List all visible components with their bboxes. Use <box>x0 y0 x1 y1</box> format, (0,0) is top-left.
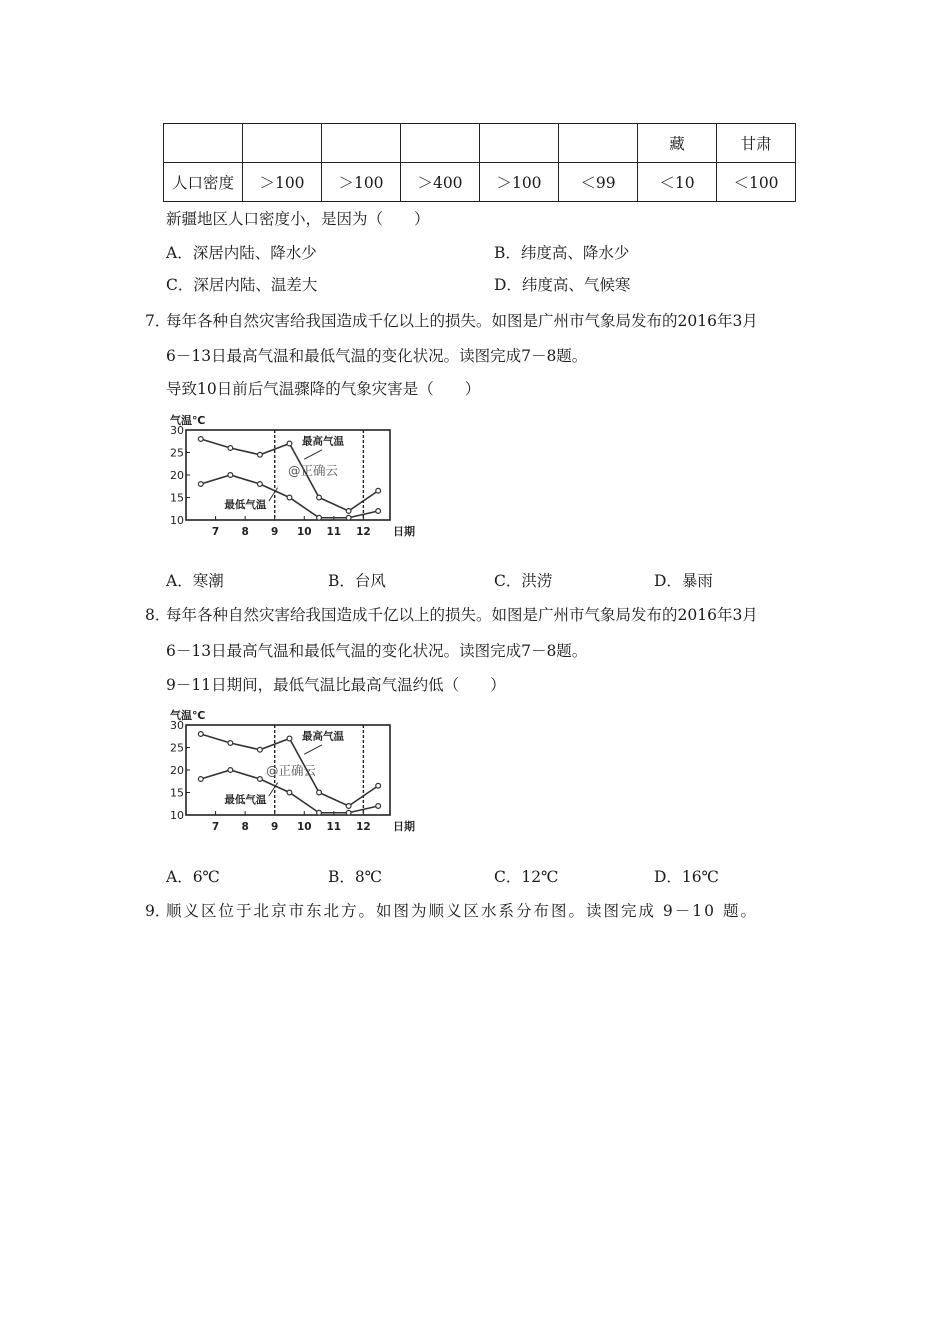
y-tick-label: 30 <box>170 719 184 732</box>
option-d: D．纬度高、气候寒 <box>494 276 631 294</box>
y-tick-label: 30 <box>170 424 184 437</box>
question-8-intro-2: 6－13日最高气温和最低气温的变化状况。读图完成7－8题。 <box>166 642 588 660</box>
data-point <box>258 482 263 487</box>
data-point <box>198 732 203 737</box>
data-point <box>317 810 322 815</box>
table-cell: 人口密度 <box>164 163 243 202</box>
table-cell <box>322 124 401 163</box>
data-point <box>376 509 381 514</box>
data-point <box>258 777 263 782</box>
data-point <box>317 495 322 500</box>
x-tick-label: 12 <box>356 821 371 833</box>
label-leader <box>304 450 322 459</box>
series-label: 最高气温 <box>302 435 344 448</box>
data-point <box>287 441 292 446</box>
option-b: B．纬度高、降水少 <box>494 244 630 262</box>
option-d: D．暴雨 <box>654 572 713 590</box>
table-cell: ＞100 <box>322 163 401 202</box>
data-point <box>346 515 351 520</box>
table-cell: ＞400 <box>401 163 480 202</box>
data-point <box>287 736 292 741</box>
option-a: A．6℃ <box>166 868 220 886</box>
x-tick-label: 10 <box>296 821 312 833</box>
table-cell <box>164 124 243 163</box>
question-6-stem: 新疆地区人口密度小，是因为（ ） <box>166 210 430 228</box>
x-axis-label: 日期 <box>393 820 415 833</box>
table-header-row <box>164 124 796 163</box>
data-point <box>376 488 381 493</box>
data-point <box>228 768 233 773</box>
option-d: D．16℃ <box>654 868 719 886</box>
question-7-stem: 导致10日前后气温骤降的气象灾害是（ ） <box>166 380 481 398</box>
x-tick-label: 8 <box>241 526 249 538</box>
series-label: 最低气温 <box>224 498 267 511</box>
data-point <box>376 804 381 809</box>
x-tick-label: 7 <box>211 526 220 538</box>
data-point <box>287 790 292 795</box>
option-a: A．寒潮 <box>166 572 224 590</box>
table-cell <box>480 124 559 163</box>
option-b: B．台风 <box>328 572 386 590</box>
table-cell <box>559 124 638 163</box>
chart-svg <box>166 410 415 545</box>
question-9-text: 顺义区位于北京市东北方。如图为顺义区水系分布图。读图完成 9－10 题。 <box>166 902 758 920</box>
label-leader <box>304 745 322 754</box>
y-tick-label: 20 <box>170 764 184 777</box>
x-tick-label: 8 <box>241 821 249 833</box>
x-tick-label: 7 <box>211 821 220 833</box>
data-point <box>228 741 233 746</box>
data-point <box>198 437 203 442</box>
option-c: C．洪涝 <box>494 572 553 590</box>
x-tick-label: 11 <box>326 526 342 538</box>
chart-svg <box>166 705 415 840</box>
table-row <box>164 163 796 202</box>
data-point <box>317 790 322 795</box>
y-tick-label: 10 <box>170 514 184 527</box>
question-7-intro-2: 6－13日最高气温和最低气温的变化状况。读图完成7－8题。 <box>166 347 588 365</box>
watermark-text: @正确云 <box>288 463 339 478</box>
y-tick-label: 25 <box>170 741 184 755</box>
y-tick-label: 15 <box>170 491 184 505</box>
data-point <box>228 473 233 478</box>
data-point <box>258 452 263 457</box>
question-7-intro: 每年各种自然灾害给我国造成千亿以上的损失。如图是广州市气象局发布的2016年3月 <box>166 312 758 330</box>
y-tick-label: 25 <box>170 446 184 460</box>
table-cell: ＜99 <box>559 163 638 202</box>
x-tick-label: 11 <box>326 821 342 833</box>
data-point <box>198 777 203 782</box>
x-tick-label: 12 <box>356 526 371 538</box>
question-8-number: 8． <box>145 606 171 624</box>
table-cell: ＜10 <box>638 163 717 202</box>
x-axis-label: 日期 <box>393 525 415 538</box>
table-cell <box>243 124 322 163</box>
question-9-number: 9． <box>145 902 171 920</box>
table-cell: ＞100 <box>480 163 559 202</box>
y-axis-label: 气温℃ <box>170 414 206 427</box>
temperature-chart-1 <box>166 410 415 545</box>
table-cell: ＞100 <box>243 163 322 202</box>
temperature-chart-2 <box>166 705 415 840</box>
question-7-number: 7． <box>145 312 171 330</box>
data-point <box>228 446 233 451</box>
question-8-intro: 每年各种自然灾害给我国造成千亿以上的损失。如图是广州市气象局发布的2016年3月 <box>166 606 758 624</box>
data-point <box>346 509 351 514</box>
table-cell: ＜100 <box>717 163 796 202</box>
population-density-table <box>163 123 796 202</box>
y-axis-label: 气温℃ <box>170 709 206 722</box>
option-a: A．深居内陆、降水少 <box>166 244 317 262</box>
data-point <box>346 810 351 815</box>
data-point <box>287 495 292 500</box>
data-point <box>198 482 203 487</box>
table-cell <box>401 124 480 163</box>
x-tick-label: 9 <box>271 821 279 833</box>
y-tick-label: 10 <box>170 809 184 822</box>
data-point <box>258 747 263 752</box>
y-tick-label: 20 <box>170 469 184 482</box>
question-8-stem: 9－11日期间，最低气温比最高气温约低（ ） <box>166 676 506 694</box>
option-c: C．12℃ <box>494 868 559 886</box>
x-tick-label: 9 <box>271 526 279 538</box>
option-b: B．8℃ <box>328 868 383 886</box>
watermark-text: @正确云 <box>266 763 317 778</box>
data-point <box>317 515 322 520</box>
series-label: 最高气温 <box>302 730 344 743</box>
x-tick-label: 10 <box>296 526 312 538</box>
data-point <box>346 804 351 809</box>
series-label: 最低气温 <box>224 793 267 806</box>
y-tick-label: 15 <box>170 786 184 800</box>
table-cell: 甘肃 <box>717 124 796 163</box>
option-c: C．深居内陆、温差大 <box>166 276 318 294</box>
data-point <box>376 783 381 788</box>
table-cell: 藏 <box>638 124 717 163</box>
